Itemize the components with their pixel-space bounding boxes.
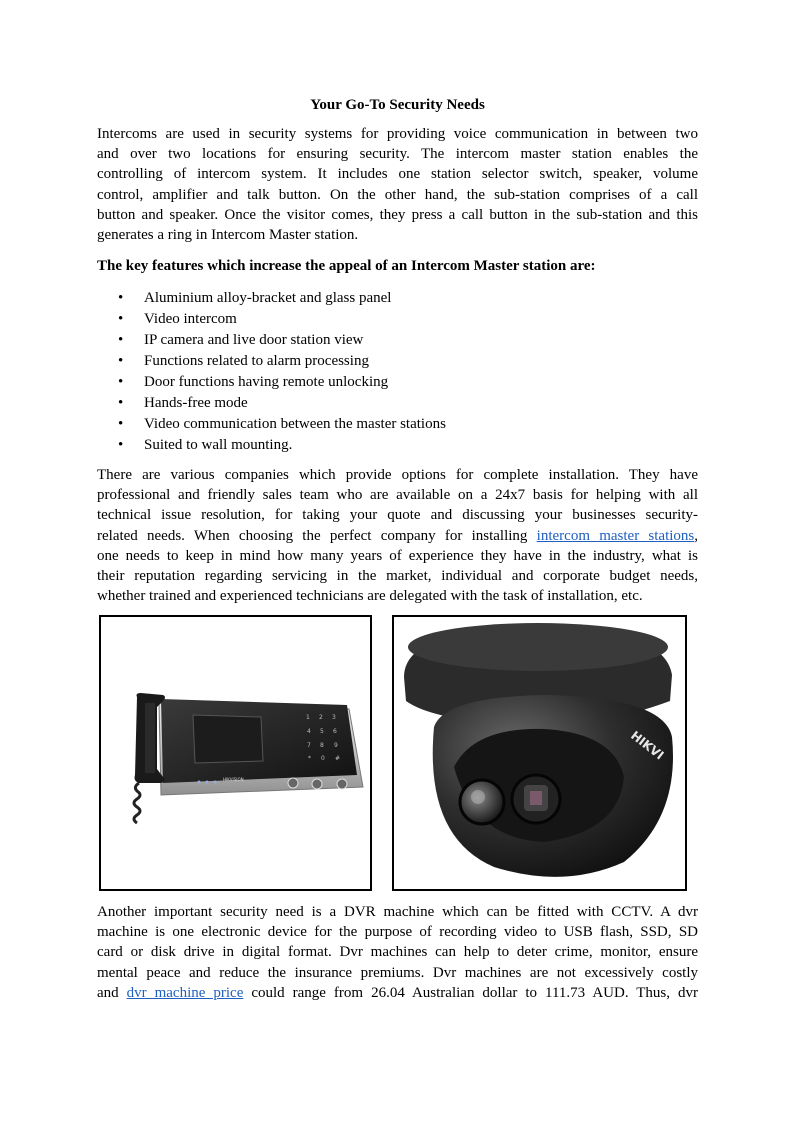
page-title: Your Go-To Security Needs	[310, 97, 485, 113]
svg-text:2: 2	[319, 714, 323, 721]
list-item: • IP camera and live door station view	[97, 330, 446, 351]
text-line: their reputation regarding servicing in the market, individual and corporate budget needs,	[97, 568, 698, 585]
svg-text:#: #	[335, 755, 341, 762]
svg-text:HIKVI: HIKVI	[628, 728, 667, 763]
bullet-icon: •	[118, 311, 124, 327]
text-line: Another important security need is a DVR machine which can be fitted with CCTV. A dvr	[97, 904, 698, 920]
dome-camera-icon	[394, 617, 685, 889]
bullet-icon: •	[118, 416, 124, 432]
text-line: technical issue resolution, for taking your quote and discussing your businesses security-	[97, 507, 698, 524]
bullet-icon: •	[118, 395, 124, 411]
installation-paragraph	[97, 465, 698, 606]
svg-text:4: 4	[307, 728, 311, 735]
text-line: generates a ring in Intercom Master station.	[97, 227, 359, 244]
text-line: one needs to keep in mind how many years of experience they have in the industry, what is	[97, 547, 698, 564]
intercom-master-station-image	[99, 615, 372, 891]
svg-text:9: 9	[334, 742, 338, 749]
dvr-paragraph	[97, 902, 698, 1003]
svg-text:8: 8	[320, 742, 324, 749]
text-line: professional and friendly sales team who are available on a 24x7 basis for helping with all	[97, 487, 698, 504]
dome-camera-image	[392, 615, 687, 891]
features-list	[97, 288, 446, 456]
intercom-master-stations-link[interactable]: intercom master stations	[536, 527, 695, 544]
text-line: Intercoms are used in security systems for providing voice communication in between two	[97, 126, 698, 142]
svg-text:3: 3	[332, 714, 336, 721]
text-line: and dvr machine price could range from 26.04 Australian dollar to 111.73 AUD. Thus, dvr	[97, 984, 698, 1001]
features-heading: The key features which increase the appeal of an Intercom Master station are:	[97, 258, 596, 274]
svg-text:HIKVISION: HIKVISION	[223, 777, 244, 782]
bullet-icon: •	[118, 353, 124, 369]
list-item: • Video communication between the master stations	[97, 414, 446, 435]
text-line: control, amplifier and talk button. On the other hand, the sub-station comprises of a call	[97, 186, 698, 203]
list-item: • Aluminium alloy-bracket and glass panel	[97, 288, 446, 309]
bullet-icon: •	[118, 332, 124, 348]
intro-paragraph	[97, 124, 698, 245]
text-line: There are various companies which provide options for complete installation. They have	[97, 467, 698, 483]
list-item: • Door functions having remote unlocking	[97, 372, 446, 393]
list-item: • Suited to wall mounting.	[97, 435, 446, 456]
text-line: controlling of intercom system. It includes one station selector switch, speaker, volume	[97, 166, 698, 183]
svg-text:6: 6	[333, 728, 337, 735]
text-line: machine is one electronic device for the purpose of recording video to USB flash, SSD, SD	[97, 924, 698, 941]
text-line: whether trained and experienced technicians are delegated with the task of installation, etc.	[97, 588, 643, 605]
text-line: related needs. When choosing the perfect company for installing intercom master stations,	[97, 527, 698, 544]
text-line: and over two locations for ensuring security. The intercom master station enables the	[97, 146, 698, 163]
svg-text:1: 1	[306, 714, 310, 721]
bullet-icon: •	[118, 290, 124, 306]
bullet-icon: •	[118, 437, 124, 453]
svg-text:5: 5	[320, 728, 324, 735]
svg-text:7: 7	[307, 742, 311, 749]
dvr-machine-price-link[interactable]: dvr machine price	[126, 984, 244, 1001]
text-line: card or disk drive in digital format. Dvr machines can help to deter crime, monitor, ensure	[97, 944, 698, 961]
text-line: mental peace and reduce the insurance premiums. Dvr machines are not excessively costly	[97, 964, 698, 981]
intercom-device-icon	[101, 617, 370, 889]
svg-text:0: 0	[321, 755, 325, 762]
list-item: • Video intercom	[97, 309, 446, 330]
bullet-icon: •	[118, 374, 124, 390]
list-item: • Hands-free mode	[97, 393, 446, 414]
list-item: • Functions related to alarm processing	[97, 351, 446, 372]
text-line: button and speaker. Once the visitor comes, they press a call button in the sub-station and this	[97, 206, 698, 223]
svg-text:*: *	[308, 755, 311, 762]
